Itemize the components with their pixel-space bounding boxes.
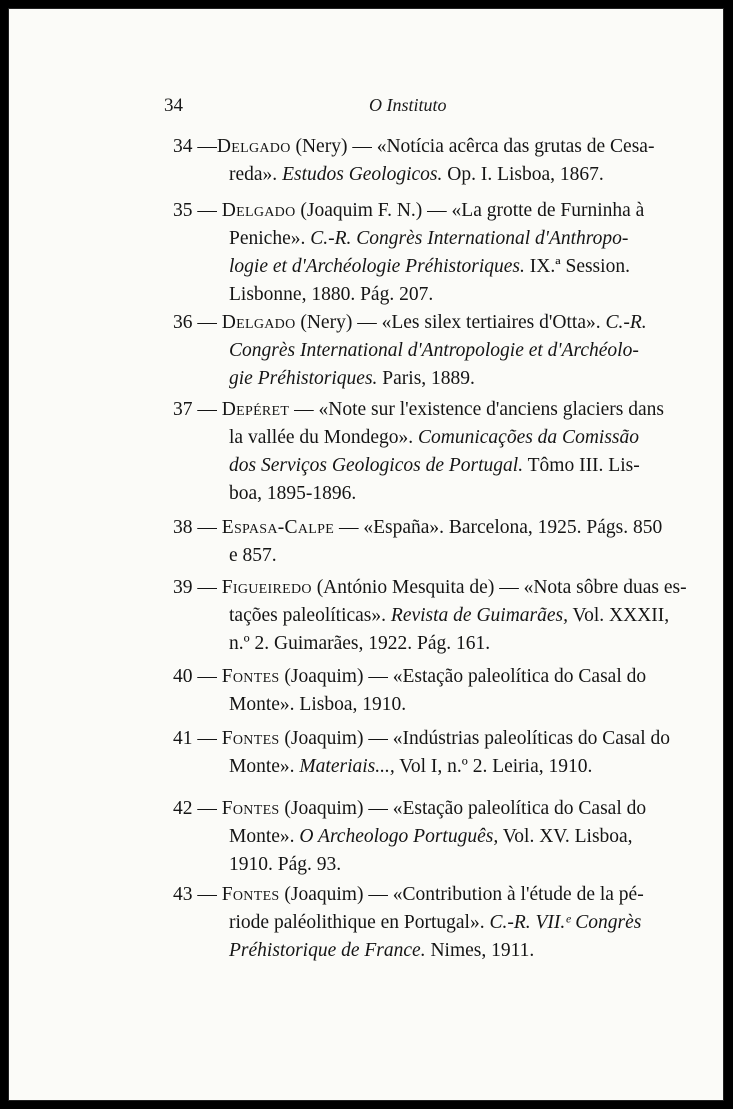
entry-line — [173, 753, 648, 781]
entry-text: (Joaquim) — «Estação paleolítica do Casal do — [279, 798, 647, 819]
entry-text: (Joaquim F. N.) — «La grotte de Furninha à — [295, 200, 645, 221]
entry-text: 43 — — [173, 884, 222, 905]
entry-line — [173, 909, 648, 937]
entry-line — [173, 197, 648, 225]
entry-line — [173, 823, 648, 851]
entry-line — [173, 602, 670, 630]
bibliography-entry-34 — [173, 133, 655, 189]
publication-title: Comunicações da Comissão — [418, 427, 639, 448]
bibliography-entry-41 — [173, 725, 670, 781]
author-name: Fontes — [221, 884, 280, 905]
entry-text: riode paléolithique en Portugal». — [229, 912, 490, 933]
bibliography-entry-37 — [173, 396, 664, 508]
author-name: Fontes — [221, 798, 280, 819]
entry-line — [173, 480, 648, 508]
entry-text: Monte». — [229, 756, 300, 777]
entry-text: tações paleolíticas». — [229, 605, 391, 626]
entry-line — [173, 881, 648, 909]
entry-text: — «España». Barcelona, 1925. Págs. 850 — [334, 517, 663, 538]
entry-text: Tômo III. Lis- — [523, 455, 640, 476]
entry-text: 39 — — [173, 577, 222, 598]
page-header — [9, 9, 723, 129]
entry-line — [173, 795, 648, 823]
bibliography-entry-38 — [173, 514, 663, 570]
publication-title: O Archeologo Português, — [299, 826, 499, 847]
entry-text: Vol I, n.º 2. Leiria, 1910. — [394, 756, 593, 777]
entry-line — [173, 663, 648, 691]
entry-line — [173, 253, 648, 281]
entry-text: Monte». Lisboa, 1910. — [229, 694, 407, 715]
page-number: 34 — [164, 95, 183, 116]
publication-title: dos Serviços Geologicos de Portugal. — [229, 455, 524, 476]
entry-line — [173, 691, 648, 719]
author-name: Fontes — [221, 728, 280, 749]
entry-line — [173, 937, 648, 965]
entry-text: Lisbonne, 1880. Pág. 207. — [229, 284, 434, 305]
entry-line — [173, 452, 648, 480]
author-name: Figueiredo — [221, 577, 312, 598]
entry-line — [173, 725, 670, 753]
entry-text: 37 — — [173, 399, 222, 420]
entry-text: 34 — — [173, 136, 217, 157]
running-title: O Instituto — [369, 95, 447, 115]
entry-line — [173, 309, 648, 337]
entry-text: 41 — — [173, 728, 222, 749]
entry-text: (Joaquim) — «Estação paleolítica do Casal do — [279, 666, 647, 687]
entry-text: boa, 1895-1896. — [229, 483, 357, 504]
author-name: Fontes — [221, 666, 280, 687]
entry-text: 38 — — [173, 517, 222, 538]
entry-text: (António Mesquita de) — «Nota sôbre duas es- — [311, 577, 687, 598]
author-name: Depéret — [221, 399, 290, 420]
bibliography-entry-40 — [173, 663, 648, 719]
entry-text: reda». — [229, 164, 283, 185]
entry-line — [173, 630, 648, 658]
bibliography-entry-39 — [173, 574, 687, 658]
publication-title: C.-R. Congrès International d'Anthropo- — [310, 228, 629, 249]
publication-title: C.-R. — [605, 312, 647, 333]
author-name: Delgado — [221, 200, 296, 221]
publication-title: gie Préhistoriques. — [229, 368, 378, 389]
book-page — [8, 8, 724, 1101]
author-name: Delgado — [221, 312, 296, 333]
entry-text: (Joaquim) — «Contribution à l'étude de la pé- — [279, 884, 644, 905]
entry-line — [173, 281, 648, 309]
bibliography-entry-36 — [173, 309, 648, 393]
entry-line — [173, 225, 648, 253]
publication-title: logie et d'Archéologie Préhistoriques. — [229, 256, 525, 277]
author-name: Espasa-Calpe — [221, 517, 335, 538]
entry-text: — «Note sur l'existence d'anciens glaciers dans — [289, 399, 664, 420]
entry-text: e 857. — [229, 545, 277, 566]
author-name: Delgado — [216, 136, 291, 157]
entry-text: (Nery) — «Les silex tertiaires d'Otta». — [295, 312, 606, 333]
entry-line — [173, 851, 648, 879]
entry-text: n.º 2. Guimarães, 1922. Pág. 161. — [229, 633, 491, 654]
publication-title: Revista de Guimarães, — [390, 605, 568, 626]
publication-title: Estudos Geologicos. — [282, 164, 443, 185]
entry-text: IX.ª Session. — [524, 256, 630, 277]
publication-title: Préhistorique de France. — [229, 940, 426, 961]
publication-title: Materiais..., — [299, 756, 395, 777]
entry-text: (Nery) — «Notícia acêrca das grutas de Cesa- — [290, 136, 655, 157]
entry-line — [173, 574, 687, 602]
entry-line — [173, 542, 648, 570]
bibliography-entry-35 — [173, 197, 648, 309]
entry-line — [173, 133, 655, 161]
publication-title: Congrès International d'Antropologie et d'Archéolo- — [229, 340, 639, 361]
entry-text: 42 — — [173, 798, 222, 819]
entry-text: Paris, 1889. — [377, 368, 475, 389]
entry-text: 36 — — [173, 312, 222, 333]
entry-text: Vol. XV. Lisboa, — [498, 826, 633, 847]
entry-line — [173, 396, 664, 424]
entry-line — [173, 337, 648, 365]
entry-text: 40 — — [173, 666, 222, 687]
entry-line — [173, 514, 663, 542]
publication-title: C.-R. VII.ᵉ Congrès — [489, 912, 642, 933]
entry-line — [173, 161, 648, 189]
entry-text: 1910. Pág. 93. — [229, 854, 342, 875]
entry-line — [173, 424, 648, 452]
entry-text: la vallée du Mondego». — [229, 427, 418, 448]
entry-text: Op. I. Lisboa, 1867. — [442, 164, 604, 185]
entry-text: Vol. XXXII, — [568, 605, 670, 626]
entry-text: Monte». — [229, 826, 300, 847]
entry-line — [173, 365, 648, 393]
entry-text: Peniche». — [229, 228, 311, 249]
entry-text: (Joaquim) — «Indústrias paleolíticas do Casal do — [279, 728, 670, 749]
entry-text: Nimes, 1911. — [425, 940, 535, 961]
entry-text: 35 — — [173, 200, 222, 221]
bibliography-entry-42 — [173, 795, 648, 879]
bibliography-entry-43 — [173, 881, 648, 965]
